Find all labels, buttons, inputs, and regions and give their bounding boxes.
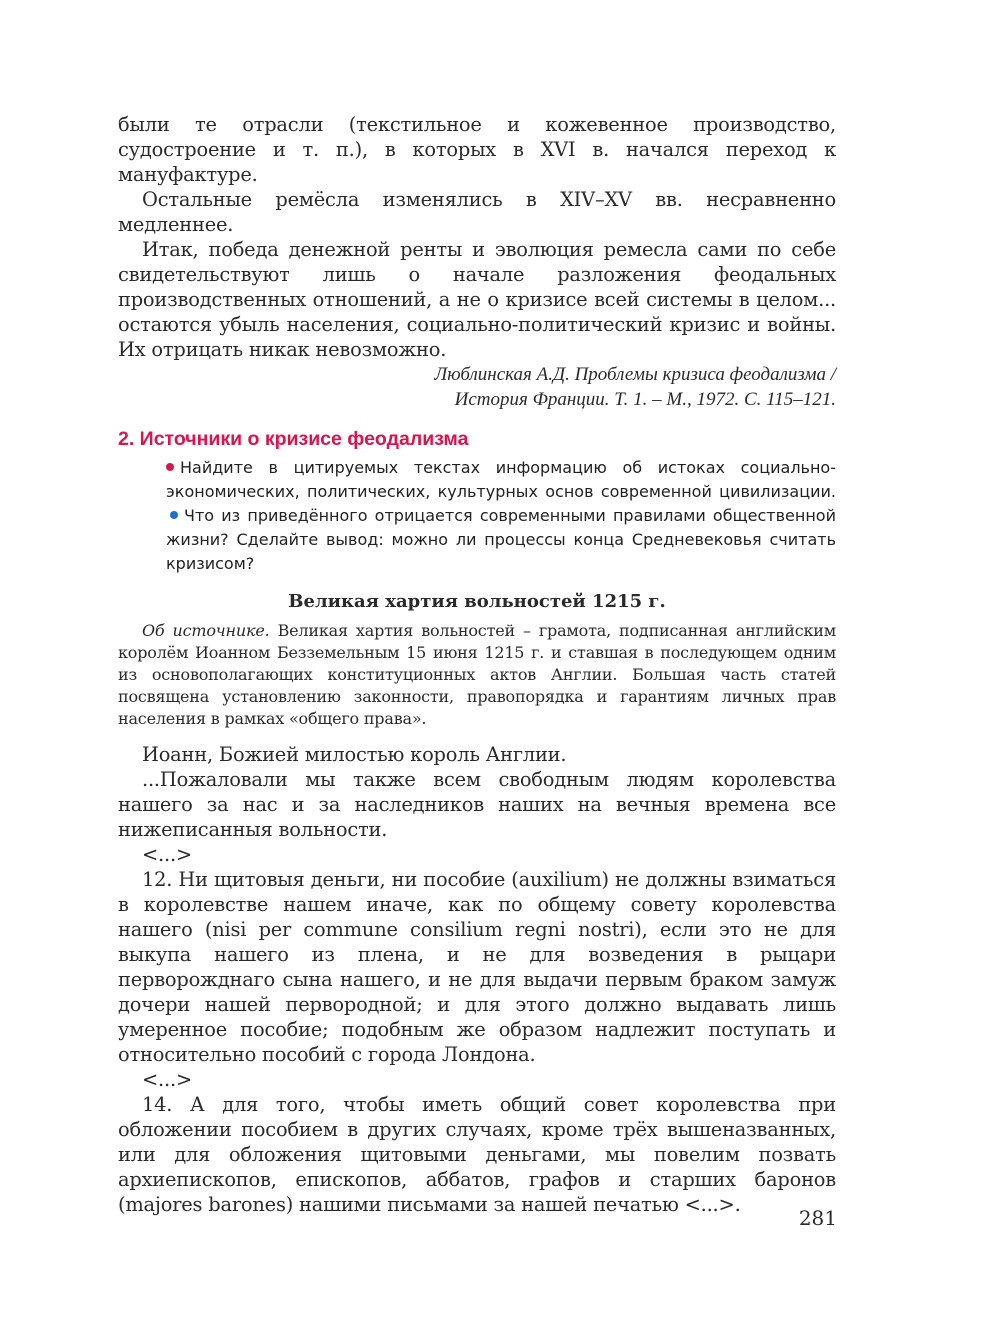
section-heading: 2. Источники о кризисе феодализма <box>118 428 469 450</box>
about-source-label: Об источнике. <box>142 621 270 640</box>
citation-line-2: История Франции. Т. 1. – М., 1972. С. 115–121. <box>454 389 836 410</box>
intro-paragraph-3: Итак, победа денежной ренты и эволюция ремесла сами по себе свидетельствуют лишь о начале разложения феодальных производственных отношений, а не о кризисе всей системы в целом... остаются убыль населения, социально-политический кризис и войны. Их отрицать никак невозможно. <box>118 238 836 361</box>
article-12: 12. Ни щитовыя деньги, ни пособие (auxilium) не должны взиматься в королевстве нашем иначе, как по общему совету королевства нашего (nisi per commune consilium regni nostri), если это не для выкупа нашего из плена, и не для возведения в рыцари перворожднаго сына нашего, и не для выдачи первым браком замуж дочери нашей первородной; и для этого должно выдавать лишь умеренное пособие; подобным же образом надлежит поступать и относительно пособий с города Лондона. <box>118 868 836 1066</box>
red-bullet-icon <box>166 463 174 471</box>
page-number: 281 <box>798 1206 837 1230</box>
source-title: Великая хартия вольностей 1215 г. <box>288 591 666 612</box>
intro-paragraph-2: Остальные ремёсла изменялись в XIV–XV вв. несравненно медленнее. <box>118 188 836 236</box>
about-source-text: Великая хартия вольностей – грамота, подписанная английским королём Иоанном Безземельным 15 июня 1215 г. и ставшая в последующем одним из основополагающих конституционных актов Англии. Большая часть статей посвящена установлению законности, правопорядка и гарантиям личных прав населения в рамках «общего права». <box>118 621 836 728</box>
about-source <box>118 620 836 730</box>
page-content <box>118 112 836 1217</box>
source-paragraph: ...Пожаловали мы также всем свободным людям королевства нашего за нас и за наследников наших на вечныя времена все нижеписанныя вольности. <box>118 768 836 841</box>
task-block <box>166 456 836 576</box>
ellipsis-marker: <...> <box>142 1068 192 1091</box>
ellipsis-marker: <...> <box>142 843 192 866</box>
intro-paragraph-1: были те отрасли (текстильное и кожевенное производство, судостроение и т. п.), в которых в XVI в. начался переход к мануфактуре. <box>118 113 836 186</box>
task-text-2: Что из приведённого отрицается современными правилами общественной жизни? Сделайте вывод: можно ли процессы конца Средневековья считать кризисом? <box>166 506 836 573</box>
source-paragraph: Иоанн, Божией милостью король Англии. <box>142 743 567 766</box>
citation-line-1: Люблинская А.Д. Проблемы кризиса феодализма / <box>434 364 836 385</box>
article-14: 14. А для того, чтобы иметь общий совет королевства при обложении пособием в других случаях, кроме трёх вышеназванных, или для обложения щитовыми деньгами, мы повелим позвать архиепископов, епископов, аббатов, графов и старших баронов (majores barones) нашими письмами за нашей печатью <...>. <box>118 1093 836 1216</box>
blue-bullet-icon <box>170 511 178 519</box>
task-text-1: Найдите в цитируемых текстах информацию об истоках социально-экономических, политических, культурных основ современной цивилизации. <box>166 458 836 501</box>
